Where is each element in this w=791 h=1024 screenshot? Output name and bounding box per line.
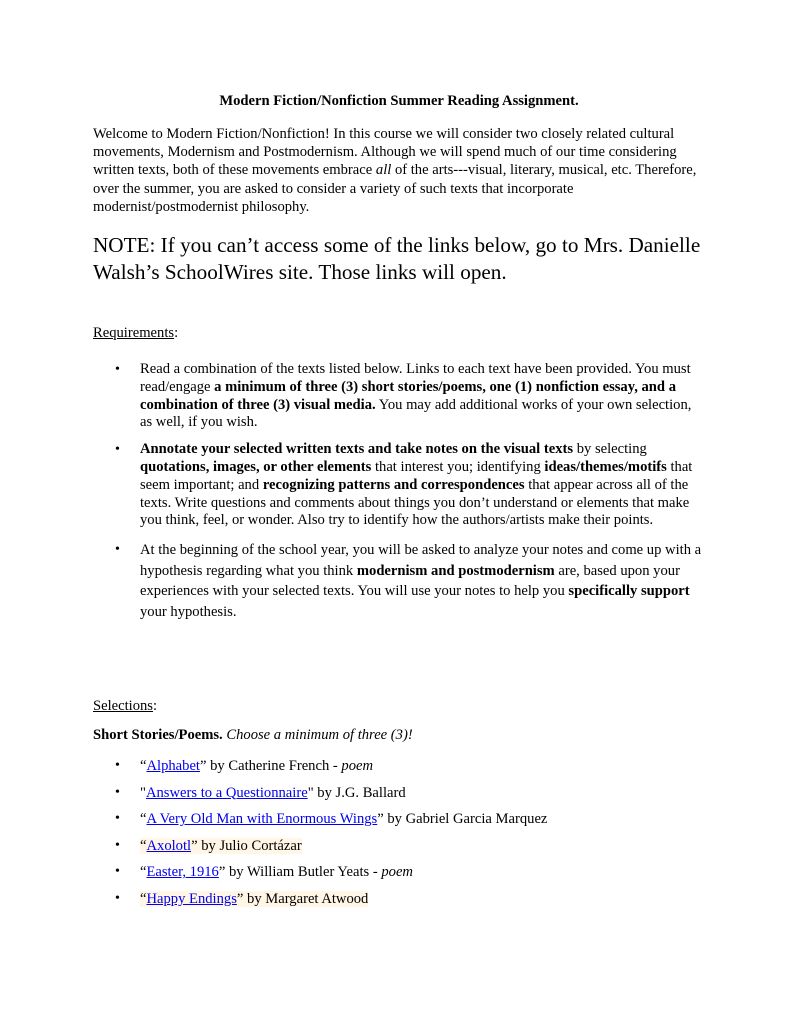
story-author: ” by Catherine French - [199,758,342,774]
requirement-item [93,361,705,432]
req3-text-1: At the beginning of the school year, you will be asked to analyze your notes and come up with a hypothesis regarding what you think [140,542,702,579]
requirement-item [93,540,705,622]
intro-paragraph [93,125,703,216]
story-author: " by J.G. Ballard [307,784,406,801]
selections-heading [93,698,157,715]
story-author: ” by Julio Cortázar [191,837,302,854]
bullet-icon: • [115,890,120,906]
req3-bold-1: modernism and postmodernism [356,562,555,579]
story-item [93,757,705,775]
intro-emphasis: all [375,162,392,179]
stories-instruction: Choose a minimum of three (3)! [222,727,413,743]
story-item [93,863,705,881]
story-quote-open: “ [140,864,147,881]
req1-bold-1: a minimum of three (3) short stories/poems, one (1) nonfiction essay, and a combination of three (3) visual media. [140,378,676,413]
requirements-heading-colon: : [174,325,179,341]
stories-list [93,757,705,917]
story-link-very-old-man[interactable]: A Very Old Man with Enormous Wings [146,811,378,828]
bullet-icon: • [115,811,120,827]
story-quote-open: " [140,784,146,801]
requirements-heading [93,325,178,342]
story-link-axolotl[interactable]: Axolotl [146,837,192,854]
story-quote-open: “ [140,811,147,828]
selections-heading-label: Selections [93,698,153,714]
story-author: ” by William Butler Yeats - [218,864,382,881]
req2-bold-4: recognizing patterns and correspondences [262,476,525,493]
bullet-icon: • [115,542,120,558]
story-link-answers-to-a-questionnaire[interactable]: Answers to a Questionnaire [145,784,308,801]
bullet-icon: • [115,864,120,880]
req2-bold-2: quotations, images, or other elements [140,458,372,475]
intro-text-2: of the arts---visual, literary, musical, etc. Therefore, over the summer, you are asked to consider a variety of such texts that incorporate modernist/postmodernist philosophy. [93,162,697,215]
story-link-alphabet[interactable]: Alphabet [146,758,200,774]
story-quote-open: “ [140,758,147,774]
stories-heading [93,727,413,744]
bullet-icon: • [115,362,120,377]
story-type: poem [381,864,413,881]
story-item [93,784,705,802]
story-quote-open: “ [140,890,147,907]
note-paragraph: NOTE: If you can’t access some of the links below, go to Mrs. Danielle Walsh’s SchoolWires site. Those links will open. [93,233,701,284]
req2-bold-1: Annotate your selected written texts and take notes on the visual texts [140,441,574,458]
req2-text-3: that seem important; and [140,458,693,493]
story-author: ” by Gabriel Garcia Marquez [377,811,548,828]
req2-bold-3: ideas/themes/motifs [544,458,667,475]
bullet-icon: • [115,784,120,800]
requirements-list [93,361,705,632]
page-title: Modern Fiction/Nonfiction Summer Reading Assignment. [219,93,579,109]
story-author: ” by Margaret Atwood [236,890,369,907]
req3-bold-2: specifically support [568,583,690,600]
intro-text-1: Welcome to Modern Fiction/Nonfiction! In this course we will consider two closely related cultural movements, Modernism and Postmodernism. Although we will spend much of our time considering written texts, both of these movements embrace [93,126,677,179]
req1-text-2: You may add additional works of your own selection, as well, if you wish. [140,396,692,431]
story-item [93,810,705,828]
selections-heading-colon: : [153,698,158,714]
requirement-item [93,441,705,530]
bullet-icon: • [115,837,120,853]
req2-text-2: that interest you; identifying [371,458,545,475]
req3-text-3: your hypothesis. [140,603,237,620]
req3-text-2: are, based upon your experiences with your selected texts. You will use your notes to help you [140,562,680,600]
story-type: poem [341,758,374,774]
story-link-happy-endings[interactable]: Happy Endings [146,890,237,907]
bullet-icon: • [115,758,120,773]
req2-text-1: by selecting [573,441,647,458]
story-link-easter-1916[interactable]: Easter, 1916 [146,864,219,881]
requirements-heading-label: Requirements [93,325,175,341]
bullet-icon: • [115,442,120,458]
req1-text-1: Read a combination of the texts listed below. Links to each text have been provided. You must read/engage [140,361,691,395]
story-quote-open: “ [140,837,147,854]
req2-text-4: that appear across all of the texts. Write questions and comments about things you don’t understand or elements that make you think, feel, or wonder. Also try to identify how the authors/artists make their points. [140,476,690,529]
stories-label: Short Stories/Poems. [93,727,223,743]
story-item [93,890,705,908]
story-item [93,837,705,855]
